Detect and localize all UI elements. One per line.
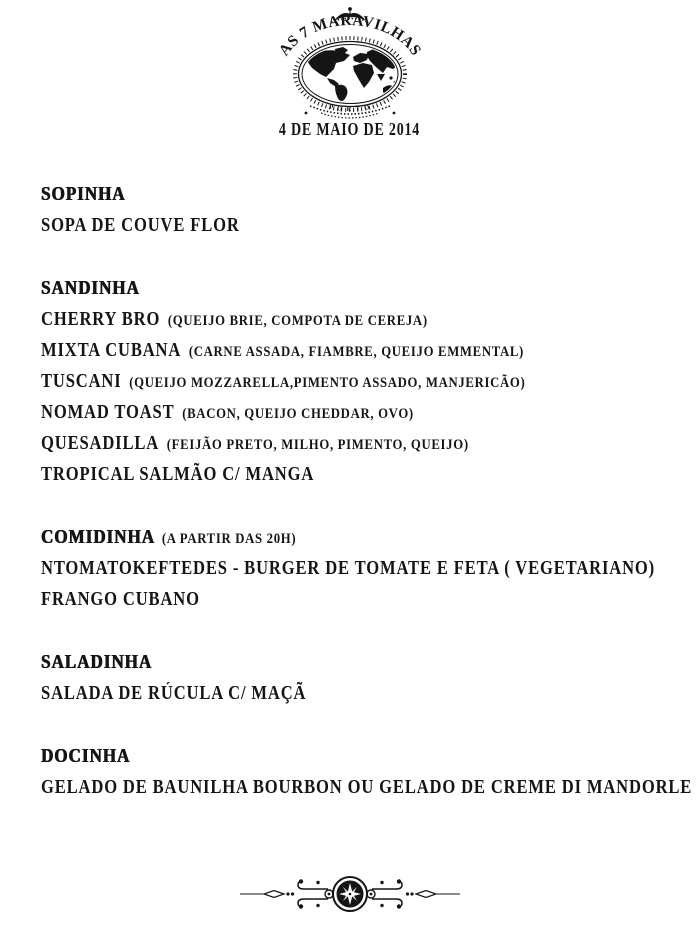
section-heading-label: SOPINHA [41, 183, 126, 205]
section-heading-label: COMIDINHA [41, 526, 156, 548]
menu-item [41, 772, 693, 803]
menu-item-name: TUSCANI [41, 371, 122, 392]
logo-title-text: AS 7 MARAVILHAS [275, 11, 425, 60]
menu-item-name: TROPICAL SALMÃO C/ MANGA [41, 464, 315, 485]
menu-item [41, 397, 661, 428]
menu-item-name: SOPA DE COUVE FLOR [41, 215, 240, 236]
logo-lower-swag [305, 104, 396, 118]
section-sandinha [41, 273, 661, 490]
world-map-icon [307, 47, 402, 101]
section-saladinha [41, 647, 661, 709]
restaurant-logo [265, 6, 435, 120]
section-heading [41, 741, 661, 772]
section-sopinha [41, 179, 661, 241]
menu-item [41, 366, 661, 397]
menu-item [41, 459, 661, 490]
menu-item [41, 553, 661, 584]
menu-item-name: QUESADILLA [41, 433, 160, 454]
menu-item [41, 304, 661, 335]
section-docinha [41, 741, 693, 803]
menu-item-note: (BACON, QUEIJO CHEDDAR, OVO) [182, 406, 414, 422]
section-heading-note: (A PARTIR DAS 20H) [161, 531, 297, 547]
footer-divider [238, 866, 462, 922]
section-heading-label: DOCINHA [41, 745, 131, 767]
menu-item [41, 335, 661, 366]
section-comidinha [41, 522, 661, 615]
section-heading [41, 179, 661, 210]
section-heading [41, 522, 661, 553]
section-heading [41, 647, 661, 678]
menu-date-text: 4 DE MAIO DE 2014 [279, 119, 421, 139]
menu-item-name: SALADA DE RÚCULA C/ MAÇÃ [41, 683, 307, 704]
menu-item-note: (FEIJÃO PRETO, MILHO, PIMENTO, QUEIJO) [166, 437, 469, 453]
svg-text:AS 7 MARAVILHAS [276, 12, 425, 59]
section-heading-label: SANDINHA [41, 277, 140, 299]
menu-item-name: NOMAD TOAST [41, 402, 175, 423]
menu-date [0, 119, 700, 140]
section-heading [41, 273, 661, 304]
menu-item-note: (QUEIJO MOZZARELLA,PIMENTO ASSADO, MANJERICÃO) [129, 375, 526, 391]
menu-item [41, 678, 661, 709]
logo-city-text: P O R T O [328, 103, 372, 114]
svg-text:P O R T O [329, 104, 372, 113]
menu-item-name: CHERRY BRO [41, 309, 161, 330]
section-heading-label: SALADINHA [41, 651, 153, 673]
menu-item-name: GELADO DE BAUNILHA BOURBON OU GELADO DE CREME DI MANDORLE [41, 777, 693, 798]
menu-item-name: NTOMATOKEFTEDES - BURGER DE TOMATE E FETA ( VEGETARIANO) [41, 558, 656, 579]
menu-item-name: MIXTA CUBANA [41, 340, 182, 361]
menu-item [41, 428, 661, 459]
menu-item [41, 584, 661, 615]
oval-frame [295, 38, 405, 110]
menu-item-note: (CARNE ASSADA, FIAMBRE, QUEIJO EMMENTAL) [188, 344, 524, 360]
menu-item-name: FRANGO CUBANO [41, 589, 200, 610]
menu-item [41, 210, 661, 241]
menu-item-note: (QUEIJO BRIE, COMPOTA DE CEREJA) [167, 313, 428, 329]
compass-rose-divider-icon [238, 866, 462, 922]
menu-body [41, 179, 693, 835]
globe-logo-graphic [265, 6, 435, 120]
